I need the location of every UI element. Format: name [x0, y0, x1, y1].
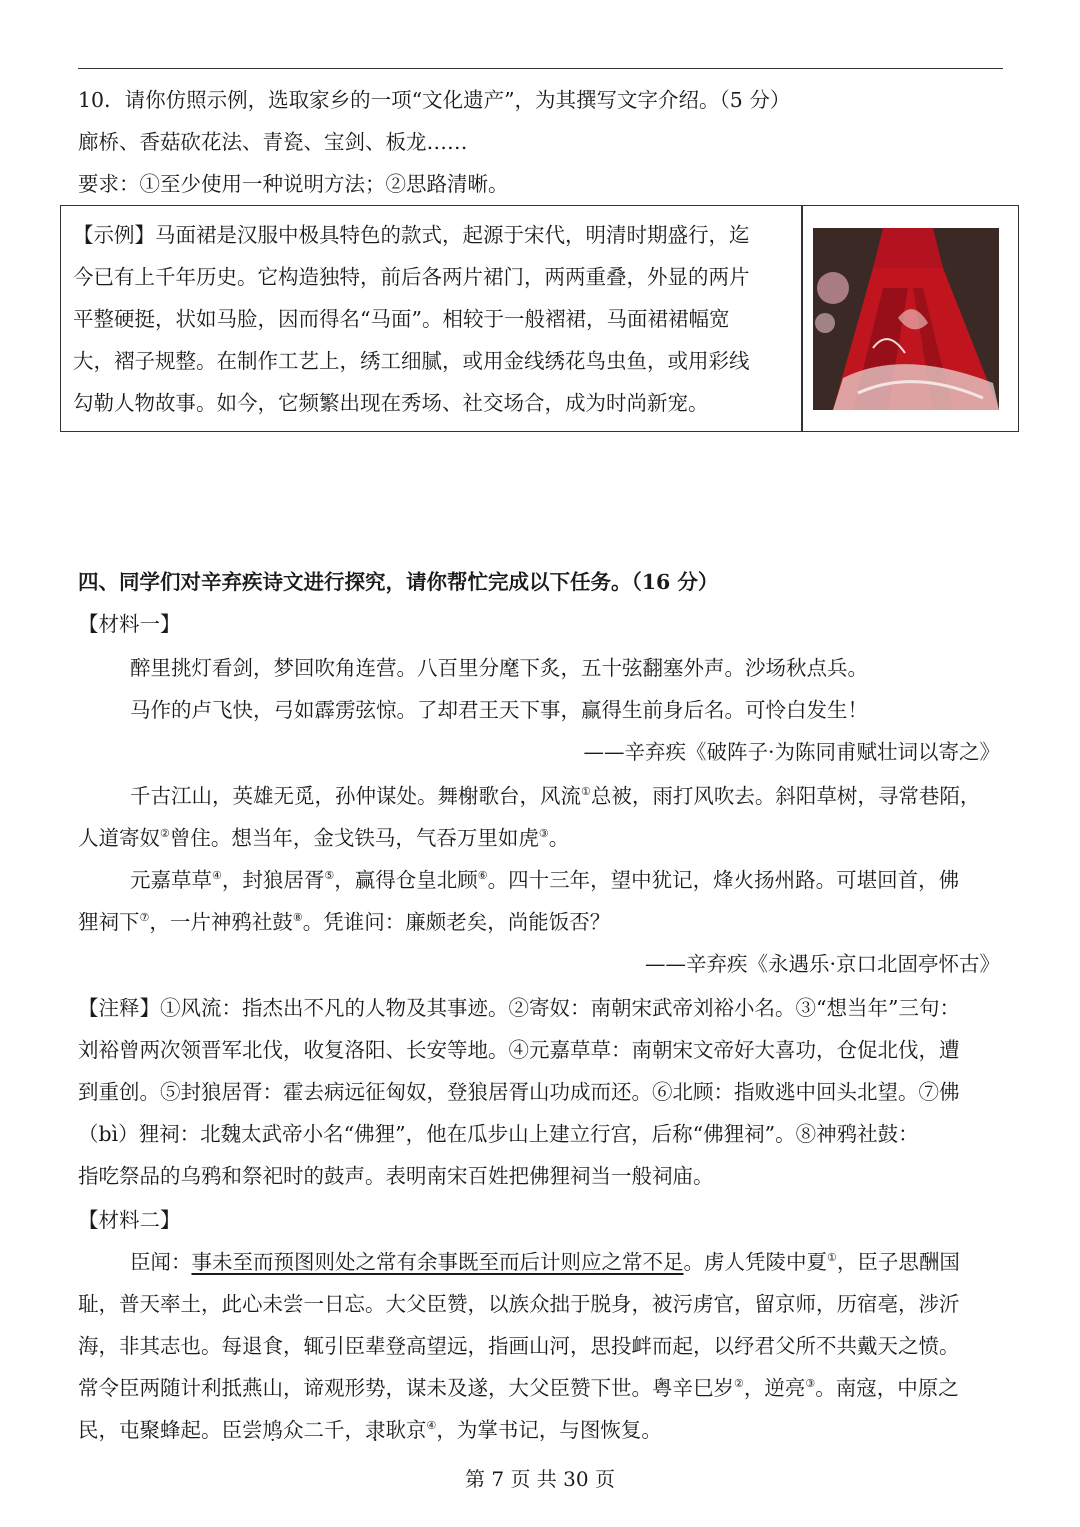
page-number: 第 7 页 共 30 页 — [465, 1467, 615, 1491]
q10-options: 廊桥、香菇砍花法、青瓷、宝剑、板龙…… — [78, 130, 468, 154]
material2-line: 民，屯聚蜂起。臣尝鸠众二千，隶耿京④，为掌书记，与图恢复。 — [78, 1418, 662, 1442]
poem1-line: 醉里挑灯看剑，梦回吹角连营。八百里分麾下炙，五十弦翻塞外声。沙场秋点兵。 — [130, 656, 868, 680]
example-line: 【示例】马面裙是汉服中极具特色的款式，起源于宋代，明清时期盛行，迄 — [73, 223, 750, 247]
notes-line: 刘裕曾两次领晋军北伐，收复洛阳、长安等地。④元嘉草草：南朝宋文帝好大喜功，仓促北伐，遭 — [78, 1038, 960, 1062]
material2-line: 臣闻：事未至而预图则处之常有余事既至而后计则应之常不足。虏人凭陵中夏①，臣子思酬国 — [130, 1250, 960, 1274]
material2-line: 耻，普天率土，此心未尝一日忘。大父臣赞，以族众拙于脱身，被污虏官，留京师，历宿亳，涉沂 — [78, 1292, 960, 1316]
box-divider — [801, 206, 803, 431]
notes-line: 到重创。⑤封狼居胥：霍去病远征匈奴，登狼居胥山功成而还。⑥北顾：指败逃中回头北望。⑦佛 — [78, 1080, 960, 1104]
underlined-sentence: 事未至而预图则处之常有余事既至而后计则应之常不足 — [191, 1250, 684, 1274]
example-line: 勾勒人物故事。如今，它频繁出现在秀场、社交场合，成为时尚新宠。 — [73, 391, 709, 415]
poem2-source: ——辛弃疾《永遇乐·京口北固亭怀古》 — [644, 952, 1000, 976]
example-line: 平整硬挺，状如马脸，因而得名“马面”。相较于一般褶裙，马面裙裙幅宽 — [73, 307, 730, 331]
notes-line: 指吃祭品的乌鸦和祭祀时的鼓声。表明南宋百姓把佛狸祠当一般祠庙。 — [78, 1164, 714, 1188]
q10-prompt: 10．请你仿照示例，选取家乡的一项“文化遗产”，为其撰写文字介绍。（5 分） — [78, 88, 791, 112]
poem2-line: 狸祠下⑦，一片神鸦社鼓⑧。凭谁问：廉颇老矣，尚能饭否？ — [78, 910, 611, 934]
poem2-line: 人道寄奴②曾住。想当年，金戈铁马，气吞万里如虎③。 — [78, 826, 570, 850]
material2-label: 【材料二】 — [78, 1208, 181, 1232]
example-box — [60, 205, 1019, 432]
notes-line: （bì）狸祠：北魏太武帝小名“佛狸”，他在瓜步山上建立行宫，后称“佛狸祠”。⑧神鸦社鼓： — [78, 1122, 919, 1146]
poem2-line: 千古江山，英雄无觅，孙仲谋处。舞榭歌台，风流①总被，雨打风吹去。斜阳草树，寻常巷陌， — [130, 784, 981, 808]
dotted-char: 鸠 — [262, 1418, 283, 1442]
section-title: 四、同学们对辛弃疾诗文进行探究，请你帮忙完成以下任务。（16 分） — [78, 570, 719, 594]
material1-label: 【材料一】 — [78, 612, 181, 636]
dotted-char: 隶 — [365, 1418, 386, 1442]
q10-requirements: 要求：①至少使用一种说明方法；②思路清晰。 — [78, 172, 509, 196]
material2-line: 常令臣两随计利抵燕山，谛观形势，谋未及遂，大父臣赞下世。粤辛巳岁②，逆亮③。南寇，中原之 — [78, 1376, 959, 1400]
poem1-line: 马作的卢飞快，弓如霹雳弦惊。了却君王天下事，赢得生前身后名。可怜白发生！ — [130, 698, 868, 722]
notes-line: 【注释】①风流：指杰出不凡的人物及其事迹。②寄奴：南朝宋武帝刘裕小名。③“想当年”三句： — [78, 996, 960, 1020]
material2-line: 海，非其志也。每退食，辄引臣辈登高望远，指画山河，思投衅而起，以纾君父所不共戴天之愤。 — [78, 1334, 960, 1358]
top-rule — [78, 68, 1003, 69]
example-line: 大，褶子规整。在制作工艺上，绣工细腻，或用金线绣花鸟虫鱼，或用彩线 — [73, 349, 750, 373]
mamian-skirt-image — [813, 228, 999, 410]
example-line: 今已有上千年历史。它构造独特，前后各两片裙门，两两重叠，外显的两片 — [73, 265, 750, 289]
poem2-line: 元嘉草草④，封狼居胥⑤，赢得仓皇北顾⑥。四十三年，望中犹记，烽火扬州路。可堪回首，佛 — [130, 868, 960, 892]
poem1-source: ——辛弃疾《破阵子·为陈同甫赋壮词以寄之》 — [583, 740, 1000, 764]
